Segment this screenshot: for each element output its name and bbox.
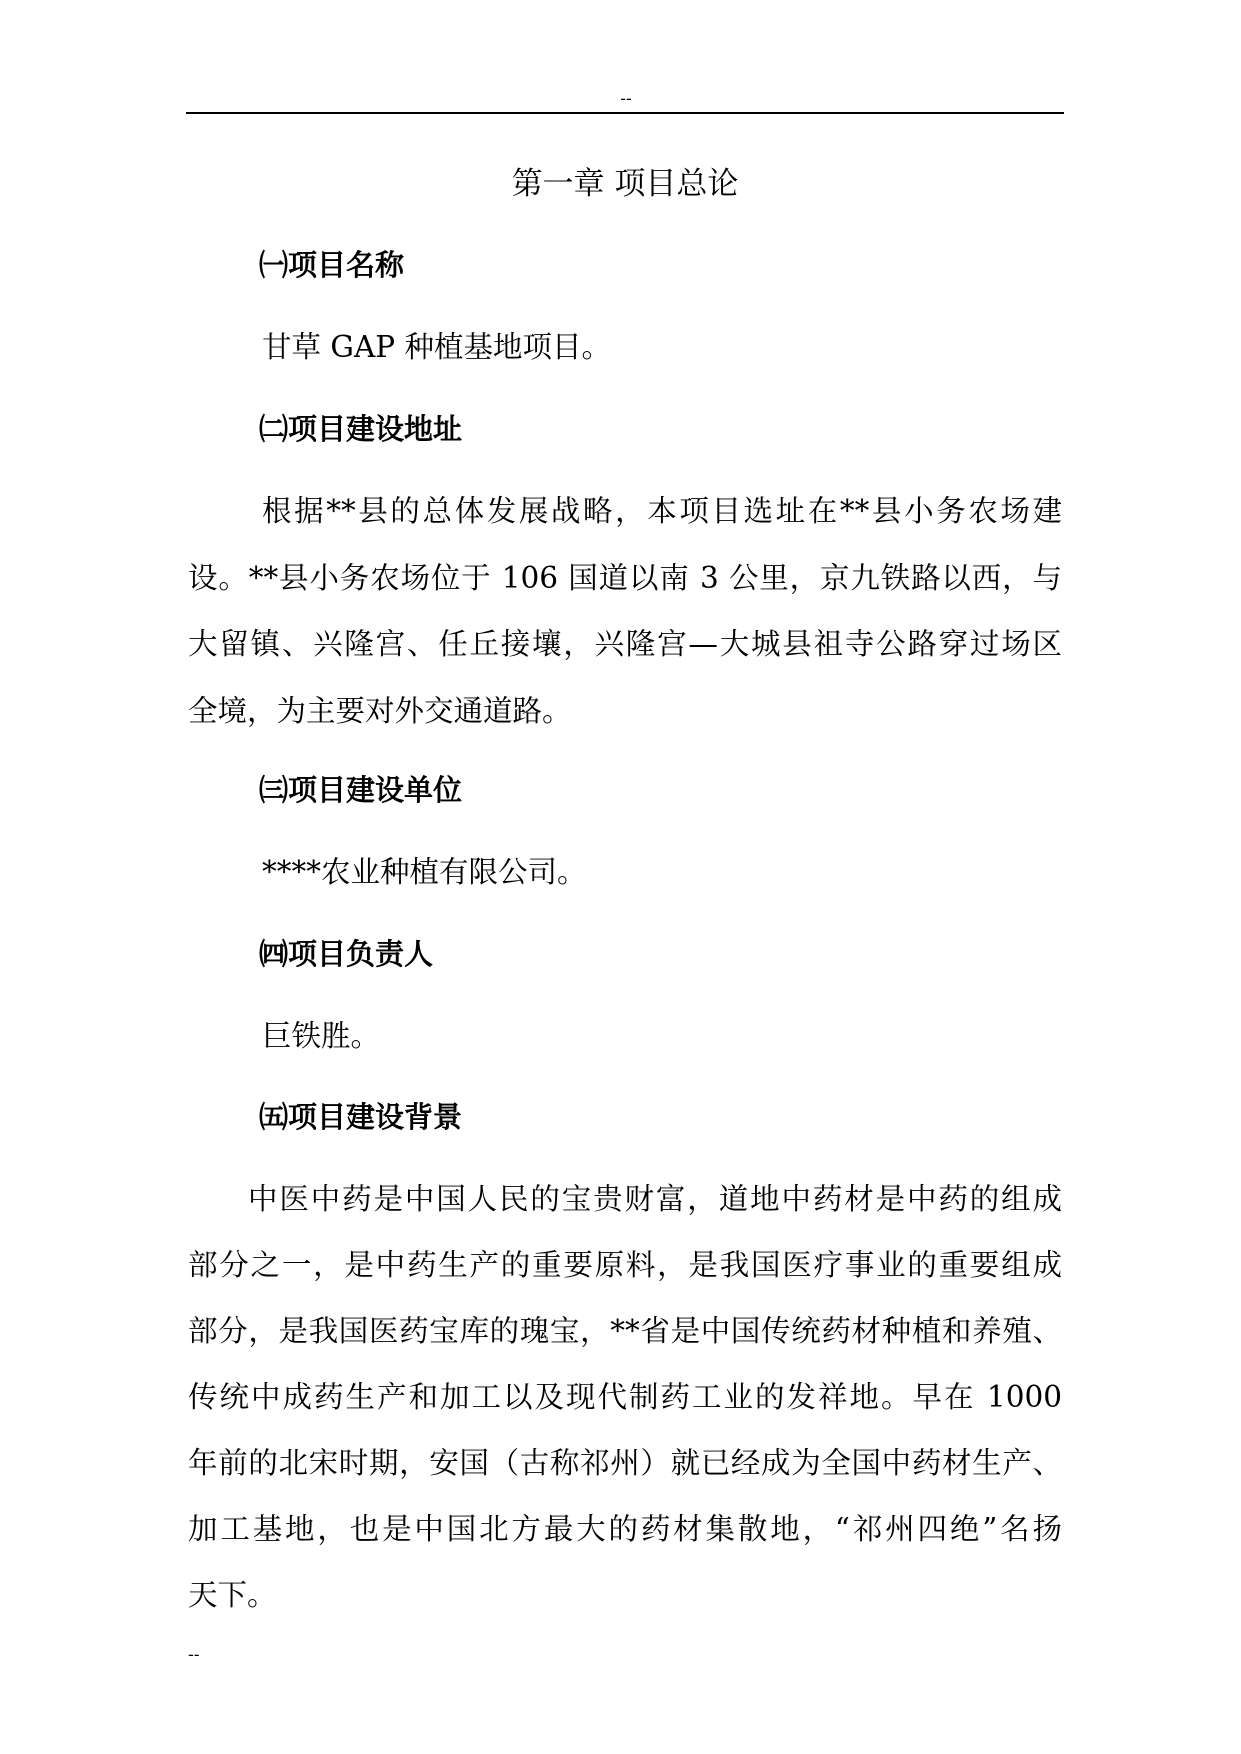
section-heading-background: ㈤项目建设背景	[259, 1100, 463, 1134]
paragraph-line: 加工基地，也是中国北方最大的药材集散地，“祁州四绝”名扬	[188, 1512, 1062, 1546]
paragraph-line: 年前的北宋时期，安国（古称祁州）就已经成为全国中药材生产、	[188, 1446, 1062, 1480]
paragraph-line: 部分之一，是中药生产的重要原料，是我国医疗事业的重要组成	[188, 1248, 1062, 1282]
paragraph-line: 根据**县的总体发展战略，本项目选址在**县小务农场建	[262, 494, 1062, 528]
section-body-background	[188, 1166, 1062, 1628]
section-heading-project-name: ㈠项目名称	[259, 248, 405, 282]
section-body-construction-unit: ****农业种植有限公司。	[262, 855, 587, 889]
paragraph-line: 全境，为主要对外交通道路。	[188, 693, 572, 728]
paragraph-line: 设。**县小务农场位于 106 国道以南 3 公里，京九铁路以西，与	[188, 560, 1062, 595]
page-header-mark: --	[620, 89, 632, 108]
page-footer-mark: --	[188, 1645, 200, 1664]
section-heading-project-leader: ㈣项目负责人	[259, 937, 434, 971]
section-heading-site-address: ㈡项目建设地址	[259, 412, 463, 446]
section-body-project-name: 甘草 GAP 种植基地项目。	[262, 330, 611, 364]
chapter-title: 第一章 项目总论	[511, 166, 739, 202]
header-rule	[186, 112, 1064, 114]
paragraph-line: 大留镇、兴隆宫、任丘接壤，兴隆宫—大城县祖寺公路穿过场区	[188, 627, 1062, 661]
section-body-project-leader: 巨铁胜。	[262, 1019, 381, 1053]
section-body-site-address	[188, 478, 1062, 744]
paragraph-line: 天下。	[188, 1578, 277, 1612]
paragraph-line: 传统中成药生产和加工以及现代制药工业的发祥地。早在 1000	[188, 1380, 1062, 1414]
section-heading-construction-unit: ㈢项目建设单位	[259, 773, 463, 807]
paragraph-line: 中医中药是中国人民的宝贵财富，道地中药材是中药的组成	[248, 1182, 1062, 1216]
paragraph-line: 部分，是我国医药宝库的瑰宝，**省是中国传统药材种植和养殖、	[188, 1314, 1062, 1348]
